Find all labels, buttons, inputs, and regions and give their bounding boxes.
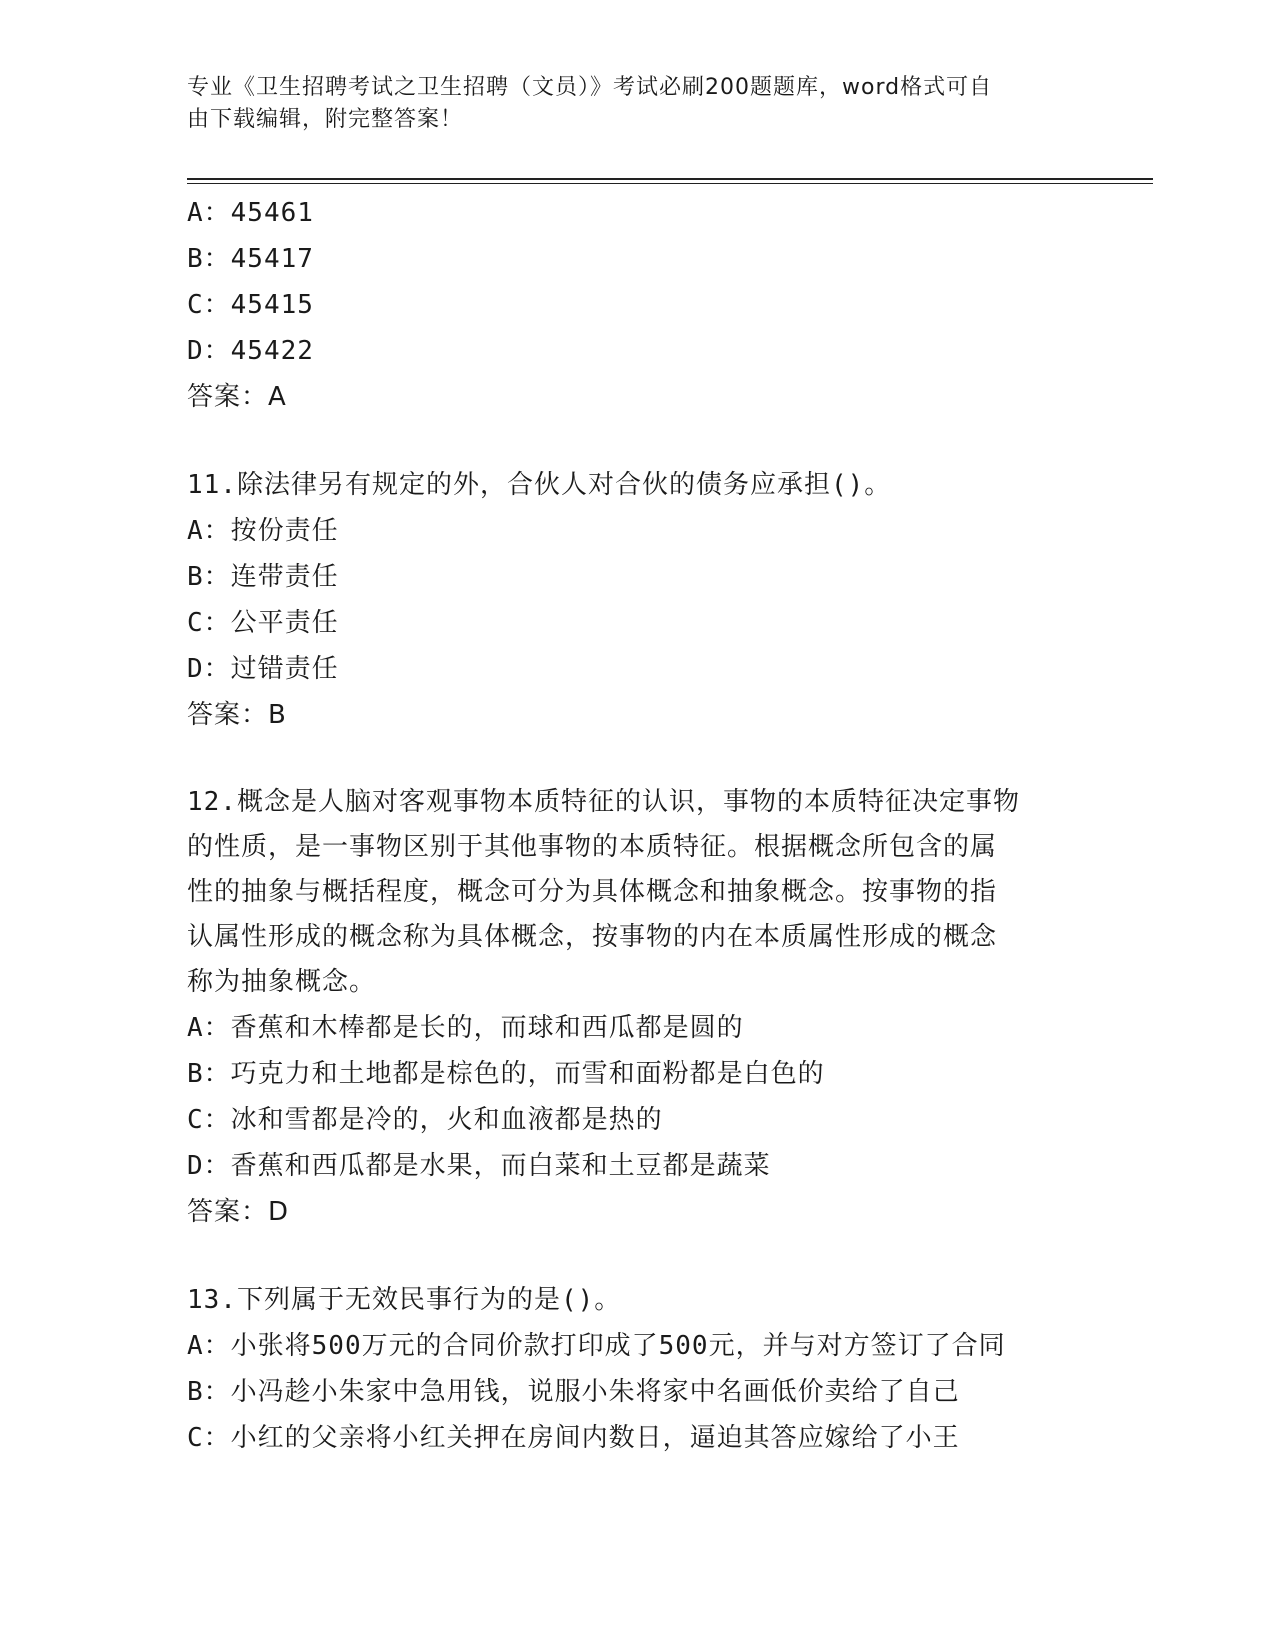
option-d: D：45422 <box>187 336 314 366</box>
question-stem: 11.除法律另有规定的外，合伙人对合伙的债务应承担()。 <box>187 470 892 500</box>
header-line-1: 专业《卫生招聘考试之卫生招聘（文员）》考试必刷200题题库，word格式可自 <box>187 75 993 100</box>
option-b: B：连带责任 <box>187 562 339 592</box>
option-c: C：冰和雪都是冷的，火和血液都是热的 <box>187 1105 663 1135</box>
document-header <box>187 72 1067 136</box>
question-13 <box>187 1277 1087 1461</box>
option-b: B：小冯趁小朱家中急用钱，说服小朱将家中名画低价卖给了自己 <box>187 1377 960 1407</box>
option-a: A：按份责任 <box>187 516 339 546</box>
question-stem: 13.下列属于无效民事行为的是()。 <box>187 1285 622 1315</box>
option-d: D：香蕉和西瓜都是水果，而白菜和土豆都是蔬菜 <box>187 1151 771 1181</box>
stem-line: 称为抽象概念。 <box>187 967 377 997</box>
answer-line: 答案：B <box>187 700 287 730</box>
header-divider-thin <box>187 183 1153 184</box>
spacer <box>187 1235 1087 1277</box>
answer-line: 答案：A <box>187 382 287 412</box>
spacer <box>187 738 1087 780</box>
option-c: C：公平责任 <box>187 608 339 638</box>
header-divider-thick <box>187 178 1153 180</box>
stem-line: 性的抽象与概括程度，概念可分为具体概念和抽象概念。按事物的指 <box>187 877 998 907</box>
question-11 <box>187 462 1087 738</box>
question-stem <box>187 780 1067 1005</box>
option-a: A：小张将500万元的合同价款打印成了500元，并与对方签订了合同 <box>187 1331 1006 1361</box>
stem-line: 的性质，是一事物区别于其他事物的本质特征。根据概念所包含的属 <box>187 832 998 862</box>
option-a: A：45461 <box>187 198 314 228</box>
option-d: D：过错责任 <box>187 654 339 684</box>
header-line-2: 由下载编辑，附完整答案！ <box>187 107 464 132</box>
option-c: C：45415 <box>187 290 314 320</box>
question-10 <box>187 190 1087 420</box>
option-c: C：小红的父亲将小红关押在房间内数日，逼迫其答应嫁给了小王 <box>187 1423 960 1453</box>
option-b: B：45417 <box>187 244 314 274</box>
question-12 <box>187 780 1087 1235</box>
question-list <box>187 190 1087 1461</box>
stem-line: 认属性形成的概念称为具体概念，按事物的内在本质属性形成的概念 <box>187 922 998 952</box>
stem-line: 12.概念是人脑对客观事物本质特征的认识，事物的本质特征决定事物 <box>187 787 1020 817</box>
answer-line: 答案：D <box>187 1197 290 1227</box>
option-b: B：巧克力和土地都是棕色的，而雪和面粉都是白色的 <box>187 1059 825 1089</box>
spacer <box>187 420 1087 462</box>
option-a: A：香蕉和木棒都是长的，而球和西瓜都是圆的 <box>187 1013 744 1043</box>
